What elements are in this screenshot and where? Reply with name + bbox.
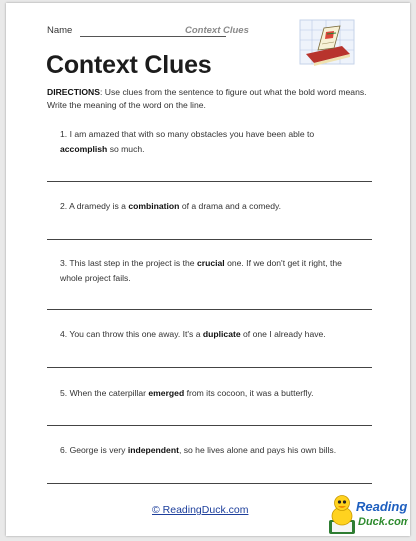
answer-line-3[interactable] xyxy=(47,309,372,310)
question-number: 2. xyxy=(60,201,68,211)
question-number: 6. xyxy=(60,445,68,455)
reading-duck-logo-icon xyxy=(328,490,408,541)
bold-word: combination xyxy=(128,201,180,211)
answer-line-5[interactable] xyxy=(47,425,372,426)
question-text: , so he lives alone and pays his own bills. xyxy=(178,445,337,455)
question-3 xyxy=(60,256,360,286)
question-text: from its cocoon, it was a butterfly. xyxy=(186,388,314,398)
question-number: 4. xyxy=(60,329,68,339)
name-row xyxy=(47,25,249,36)
logo-duck-text: Duck.com xyxy=(358,516,408,528)
worksheet-name: Context Clues xyxy=(185,25,249,36)
question-2 xyxy=(60,199,360,214)
directions-label: DIRECTIONS xyxy=(47,87,100,97)
question-text: one. If we don't get it right, the whole project fails. xyxy=(60,258,342,283)
answer-line-4[interactable] xyxy=(47,367,372,368)
question-number: 1. xyxy=(60,129,68,139)
question-text: A dramedy is a xyxy=(69,201,126,211)
question-4 xyxy=(60,327,360,342)
answer-line-6[interactable] xyxy=(47,483,372,484)
answer-line-1[interactable] xyxy=(47,181,372,182)
readingduck-link[interactable]: © ReadingDuck.com xyxy=(152,504,249,516)
book-illustration-icon xyxy=(298,16,356,73)
bold-word: crucial xyxy=(196,258,225,268)
bold-word: independent xyxy=(127,445,179,455)
worksheet-page xyxy=(6,3,410,536)
question-number: 5. xyxy=(60,388,68,398)
directions-text: : Use clues from the sentence to figure out what the bold word means. Write the meaning of the word on the line. xyxy=(47,87,367,110)
answer-line-2[interactable] xyxy=(47,239,372,240)
question-text: George is very xyxy=(69,445,126,455)
directions xyxy=(47,86,369,112)
question-5 xyxy=(60,386,360,401)
question-text: When the caterpillar xyxy=(69,388,146,398)
bold-word: emerged xyxy=(148,388,185,398)
question-text: This last step in the project is the xyxy=(69,258,195,268)
question-text: of a drama and a comedy. xyxy=(181,201,282,211)
question-text: so much. xyxy=(109,144,145,154)
question-6 xyxy=(60,443,360,458)
bold-word: accomplish xyxy=(60,144,108,154)
question-text: of one I already have. xyxy=(243,329,326,339)
page-title: Context Clues xyxy=(46,51,212,79)
bold-word: duplicate xyxy=(202,329,241,339)
name-line xyxy=(80,36,226,37)
question-number: 3. xyxy=(60,258,68,268)
name-label: Name xyxy=(47,25,73,36)
question-text: I am amazed that with so many obstacles you have been able to xyxy=(69,129,315,139)
question-text: You can throw this one away. It's a xyxy=(69,329,201,339)
question-1 xyxy=(60,127,360,157)
logo-reading-text: Reading xyxy=(356,499,408,514)
